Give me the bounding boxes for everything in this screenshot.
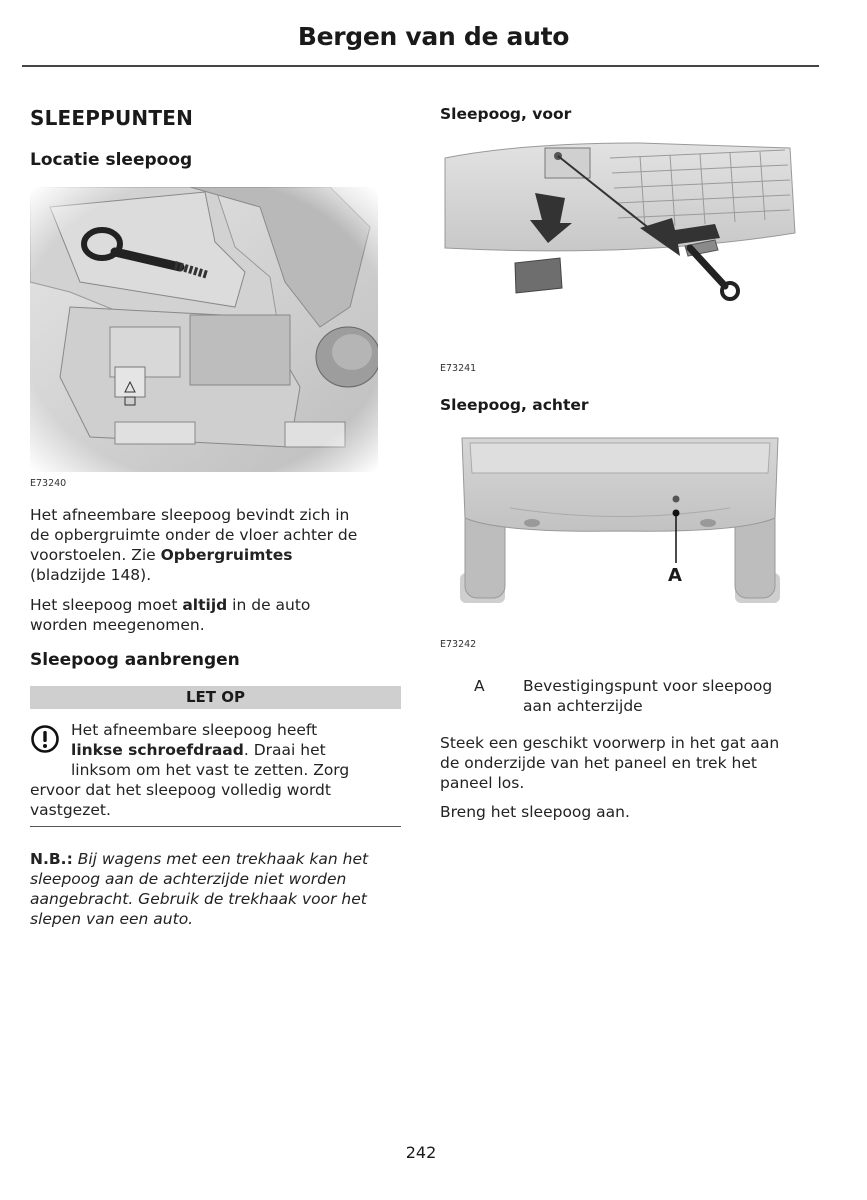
warning-text: Het afneembare sleepoog heeft linkse schroefdraad. Draai het linksom om het vast te zetten. Zorg: [71, 721, 350, 779]
page-title: Bergen van de auto: [297, 22, 570, 51]
figure-code-3: E73242: [440, 639, 477, 650]
warning-exclamation-icon: [30, 724, 60, 754]
header-divider: [22, 65, 819, 67]
front-tow-eye-title: Sleepoog, voor: [440, 105, 572, 123]
rear-tow-eye-title: Sleepoog, achter: [440, 396, 589, 414]
front-tow-eye-illustration: [440, 138, 800, 308]
paragraph-remove-panel: Steek een geschikt voorwerp in het gat aan de onderzijde van het paneel en trek het paneel los.: [440, 734, 780, 792]
warning-divider: [30, 826, 401, 827]
legend-description: Bevestigingspunt voor sleepoog aan achterzijde: [523, 677, 773, 715]
paragraph-always-carry: Het sleepoog moet altijd in de auto worden meegenomen.: [30, 596, 311, 634]
note-paragraph: N.B.: Bij wagens met een trekhaak kan het sleepoog aan de achterzijde niet worden aangebracht. Gebruik de trekhaak voor het slepen van een auto.: [30, 850, 369, 928]
figure-code-2: E73241: [440, 363, 477, 374]
figure-code-1: E73240: [30, 478, 67, 489]
subsection-title-location: Locatie sleepoog: [30, 150, 193, 170]
page-number: 242: [405, 1143, 437, 1162]
paragraph-location: Het afneembare sleepoog bevindt zich in de opbergruimte onder de vloer achter de voorstoelen. Zie Opbergruimtes (bladzijde 148).: [30, 506, 358, 584]
figure3-label-a: A: [668, 565, 682, 586]
subsection-title-mounting: Sleepoog aanbrengen: [30, 650, 240, 670]
warning-text-continued: ervoor dat het sleepoog volledig wordt vastgezet.: [30, 781, 331, 819]
paragraph-mount-eye: Breng het sleepoog aan.: [440, 803, 630, 821]
section-title: SLEEPPUNTEN: [30, 106, 194, 130]
legend-key: A: [474, 677, 485, 695]
rear-tow-eye-illustration: [440, 433, 800, 608]
cross-reference-link[interactable]: Opbergruimtes: [160, 546, 293, 564]
warning-header: LET OP: [30, 686, 401, 709]
tow-eye-storage-illustration: [30, 187, 378, 472]
